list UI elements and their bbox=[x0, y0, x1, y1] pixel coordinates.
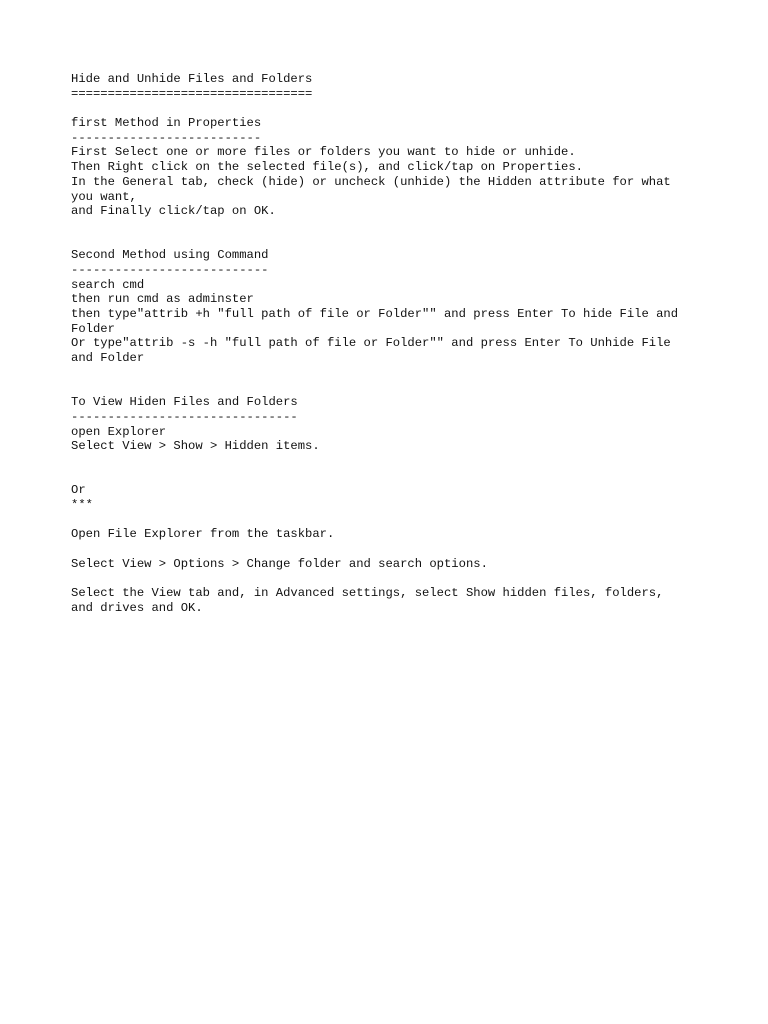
method1-line: you want, bbox=[71, 189, 137, 204]
or-label: Or bbox=[71, 483, 86, 498]
method1-line: Then Right click on the selected file(s), and click/tap on Properties. bbox=[71, 160, 583, 175]
method1-underline: -------------------------- bbox=[71, 130, 262, 145]
view-line: Select View > Show > Hidden items. bbox=[71, 439, 320, 454]
method2-underline: --------------------------- bbox=[71, 262, 269, 277]
spacer bbox=[71, 219, 711, 234]
spacer bbox=[71, 101, 711, 116]
view-heading: To View Hiden Files and Folders bbox=[71, 395, 298, 410]
spacer bbox=[71, 380, 711, 395]
spacer bbox=[71, 571, 711, 586]
method2-line: then run cmd as adminster bbox=[71, 292, 254, 307]
view-underline: ------------------------------- bbox=[71, 409, 298, 424]
spacer bbox=[71, 234, 711, 249]
document-title: Hide and Unhide Files and Folders bbox=[71, 72, 313, 86]
method2-line: Or type"attrib -s -h "full path of file or Folder"" and press Enter To Unhide File bbox=[71, 336, 671, 351]
method1-heading: first Method in Properties bbox=[71, 116, 262, 131]
alt-step-continued: and drives and OK. bbox=[71, 600, 203, 615]
method2-line: Folder bbox=[71, 321, 115, 336]
method2-line: search cmd bbox=[71, 277, 145, 292]
view-line: open Explorer bbox=[71, 424, 167, 439]
title-underline: ================================= bbox=[71, 86, 313, 101]
alt-step: Select the View tab and, in Advanced settings, select Show hidden files, folders, bbox=[71, 586, 664, 601]
method2-line: and Folder bbox=[71, 351, 145, 366]
separator-stars: *** bbox=[71, 497, 93, 512]
spacer bbox=[71, 469, 711, 484]
method2-line: then type"attrib +h "full path of file or Folder"" and press Enter To hide File and bbox=[71, 307, 679, 321]
alt-step: Select View > Options > Change folder and search options. bbox=[71, 556, 488, 571]
spacer bbox=[71, 454, 711, 469]
spacer bbox=[71, 542, 711, 557]
document-body bbox=[71, 72, 711, 615]
method1-line: In the General tab, check (hide) or uncheck (unhide) the Hidden attribute for what bbox=[71, 174, 671, 189]
method2-heading: Second Method using Command bbox=[71, 248, 269, 263]
method1-line: and Finally click/tap on OK. bbox=[71, 204, 276, 219]
spacer bbox=[71, 366, 711, 381]
alt-step: Open File Explorer from the taskbar. bbox=[71, 527, 335, 542]
spacer bbox=[71, 513, 711, 528]
method1-line: First Select one or more files or folders you want to hide or unhide. bbox=[71, 145, 576, 160]
